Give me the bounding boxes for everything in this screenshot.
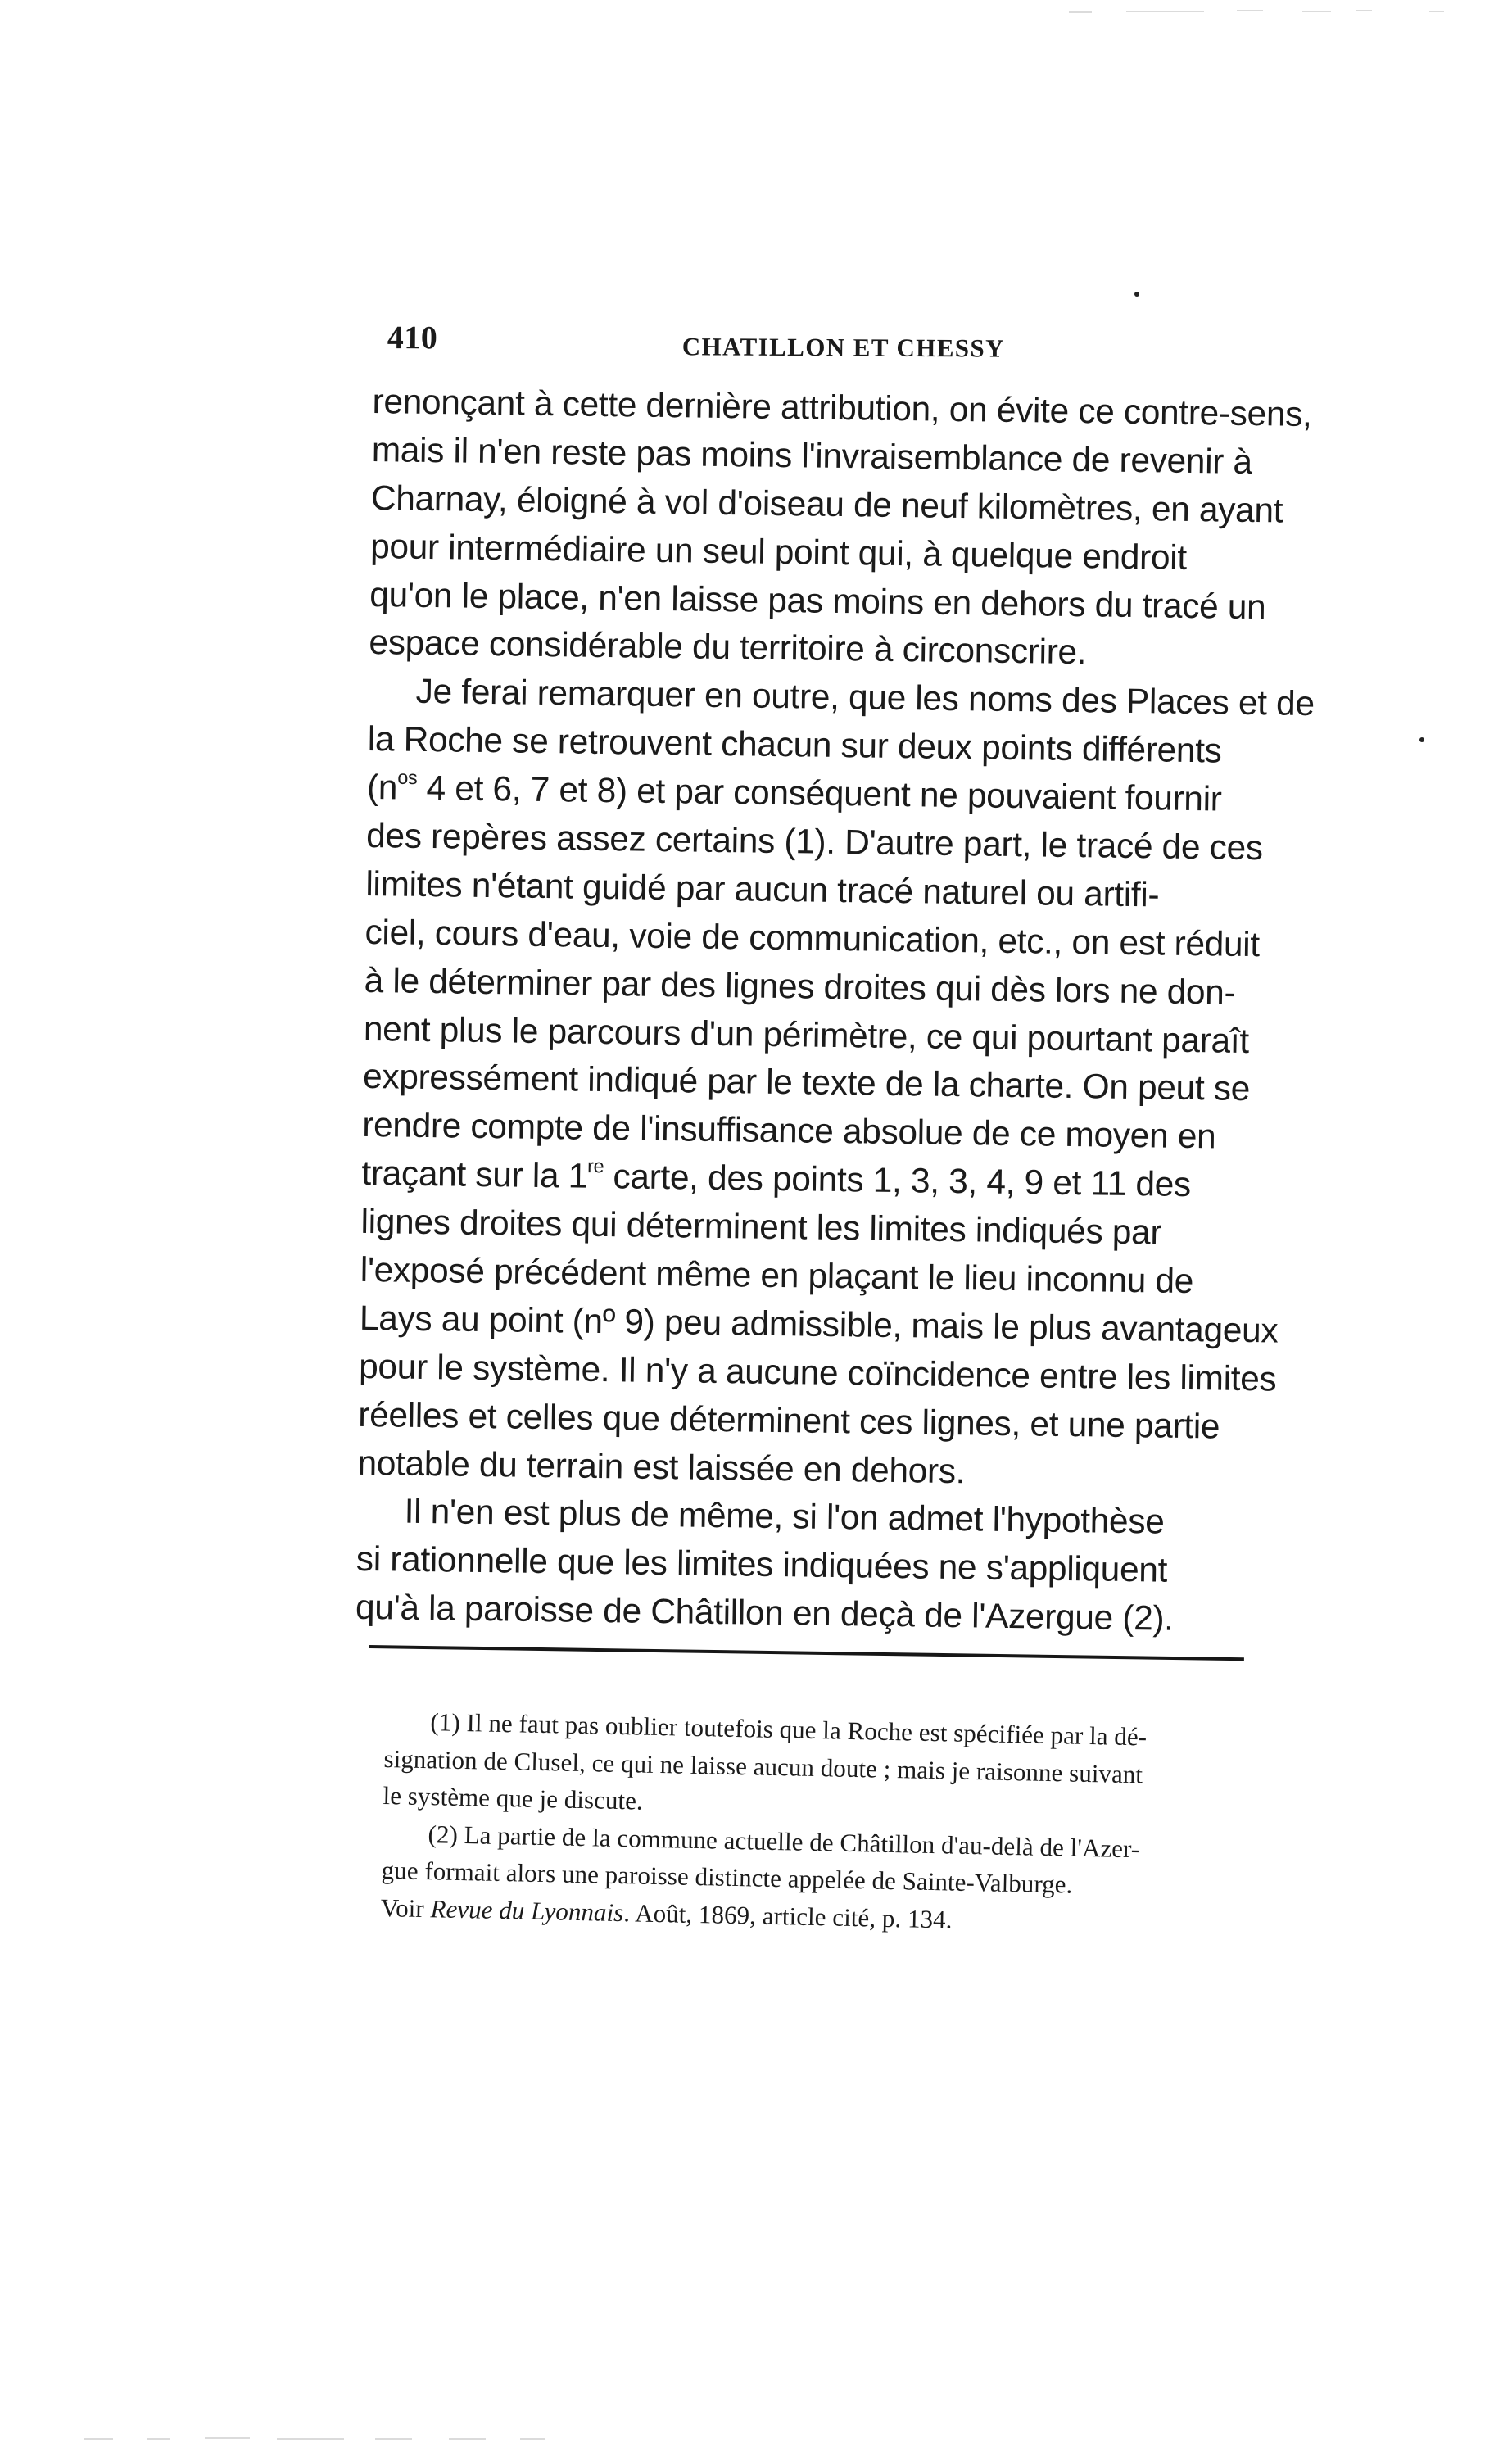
journal-title: Revue du Lyonnais <box>430 1893 624 1927</box>
top-scan-mark <box>1126 11 1204 12</box>
scan-dot <box>1134 292 1139 297</box>
text-line: des repères assez certains (1). D'autre part, le tracé de ces <box>365 816 1264 868</box>
text-line: l'exposé précédent même en plaçant le lieu inconnu de <box>360 1250 1194 1302</box>
text-line: réelles et celles que déterminent ces lignes, et une partie <box>358 1395 1220 1447</box>
text-line: pour intermédiaire un seul point qui, à quelque endroit <box>369 527 1188 578</box>
top-scan-mark <box>1302 11 1331 12</box>
paragraph-first-line: Je ferai remarquer en outre, que les noms des Places et de <box>415 673 1315 724</box>
text-line: notable du terrain est laissée en dehors. <box>357 1444 966 1491</box>
bottom-scan-mark <box>375 2438 412 2440</box>
running-title: CHATILLON ET CHESSY <box>681 332 1006 363</box>
footnote-1-line: signation de Clusel, ce qui ne laisse aucun doute ; mais je raisonne suivant <box>383 1743 1143 1788</box>
scan-dot <box>1419 737 1424 742</box>
text-line: mais il n'en reste pas moins l'invraisemblance de revenir à <box>371 430 1253 482</box>
text-line: à le déterminer par des lignes droites qui dès lors ne don- <box>364 961 1236 1013</box>
text-fragment: traçant sur la 1 <box>361 1154 588 1196</box>
page-header <box>387 318 1280 374</box>
footnote-text: Voir <box>380 1892 431 1923</box>
text-line: qu'on le place, n'en laisse pas moins en dehors du tracé un <box>369 575 1266 627</box>
text-line: ciel, cours d'eau, voie de communication, etc., on est réduit <box>364 913 1261 964</box>
text-line: espace considérable du territoire à circonscrire. <box>369 623 1087 673</box>
bottom-scan-mark <box>520 2438 545 2440</box>
footnote-2-line: (2) La partie de la commune actuelle de Châtillon d'au-delà de l'Azer- <box>428 1819 1140 1863</box>
text-line: rendre compte de l'insuffisance absolue de ce moyen en <box>361 1106 1216 1157</box>
bottom-scan-mark <box>449 2438 486 2440</box>
footnote-1-line: le système que je discute. <box>383 1780 644 1815</box>
main-text <box>355 378 1315 1645</box>
text-line: renonçant à cette dernière attribution, on évite ce contre-sens, <box>372 382 1312 435</box>
top-scan-mark <box>1429 11 1444 12</box>
bottom-scan-mark <box>277 2438 344 2440</box>
text-line: lignes droites qui déterminent les limites indiqués par <box>360 1203 1162 1253</box>
text-line: Charnay, éloigné à vol d'oiseau de neuf kilomètres, en ayant <box>370 478 1283 531</box>
text-fragment: 4 et 6, 7 et 8) et par conséquent ne pouvaient fournir <box>416 768 1222 819</box>
bottom-scan-mark <box>205 2437 250 2439</box>
superscript-text: os <box>397 766 418 789</box>
paragraph-first-line: Il n'en est plus de même, si l'on admet l'hypothèse <box>404 1493 1165 1543</box>
top-scan-mark <box>1237 10 1263 11</box>
superscript-text: re <box>586 1155 604 1177</box>
text-line: nent plus le parcours d'un périmètre, ce qui pourtant paraît <box>363 1009 1250 1061</box>
footnote-1-line: (1) Il ne faut pas oublier toutefois que la Roche est spécifiée par la dé- <box>430 1707 1148 1752</box>
text-line: limites n'étant guidé par aucun tracé naturel ou artifi- <box>365 864 1160 915</box>
text-line: pour le système. Il n'y a aucune coïncidence entre les limites <box>358 1347 1277 1399</box>
bottom-scan-mark <box>84 2438 113 2440</box>
top-scan-mark <box>1069 11 1092 13</box>
text-fragment: (n <box>366 768 398 808</box>
text-line: qu'à la paroisse de Châtillon en deçà de l'Azergue (2). <box>355 1589 1174 1639</box>
bottom-scan-mark <box>147 2438 170 2440</box>
text-fragment: carte, des points 1, 3, 3, 4, 9 et 11 des <box>603 1158 1192 1205</box>
page-number: 410 <box>387 318 438 356</box>
text-line: Lays au point (nº 9) peu admissible, mais le plus avantageux <box>359 1298 1279 1351</box>
text-line: si rationnelle que les limites indiquées ne s'appliquent <box>355 1540 1168 1591</box>
footnotes <box>380 1702 1265 1944</box>
text-line: expressément indiqué par le texte de la charte. On peut se <box>362 1058 1251 1109</box>
footnote-2-line: gue formait alors une paroisse distincte appelée de Sainte-Valburge. <box>381 1855 1073 1899</box>
top-scan-mark <box>1356 10 1372 11</box>
footnote-text: . Août, 1869, article cité, p. 134. <box>622 1897 953 1934</box>
text-line: la Roche se retrouvent chacun sur deux points différents <box>367 720 1222 771</box>
footnote-separator <box>369 1645 1244 1661</box>
